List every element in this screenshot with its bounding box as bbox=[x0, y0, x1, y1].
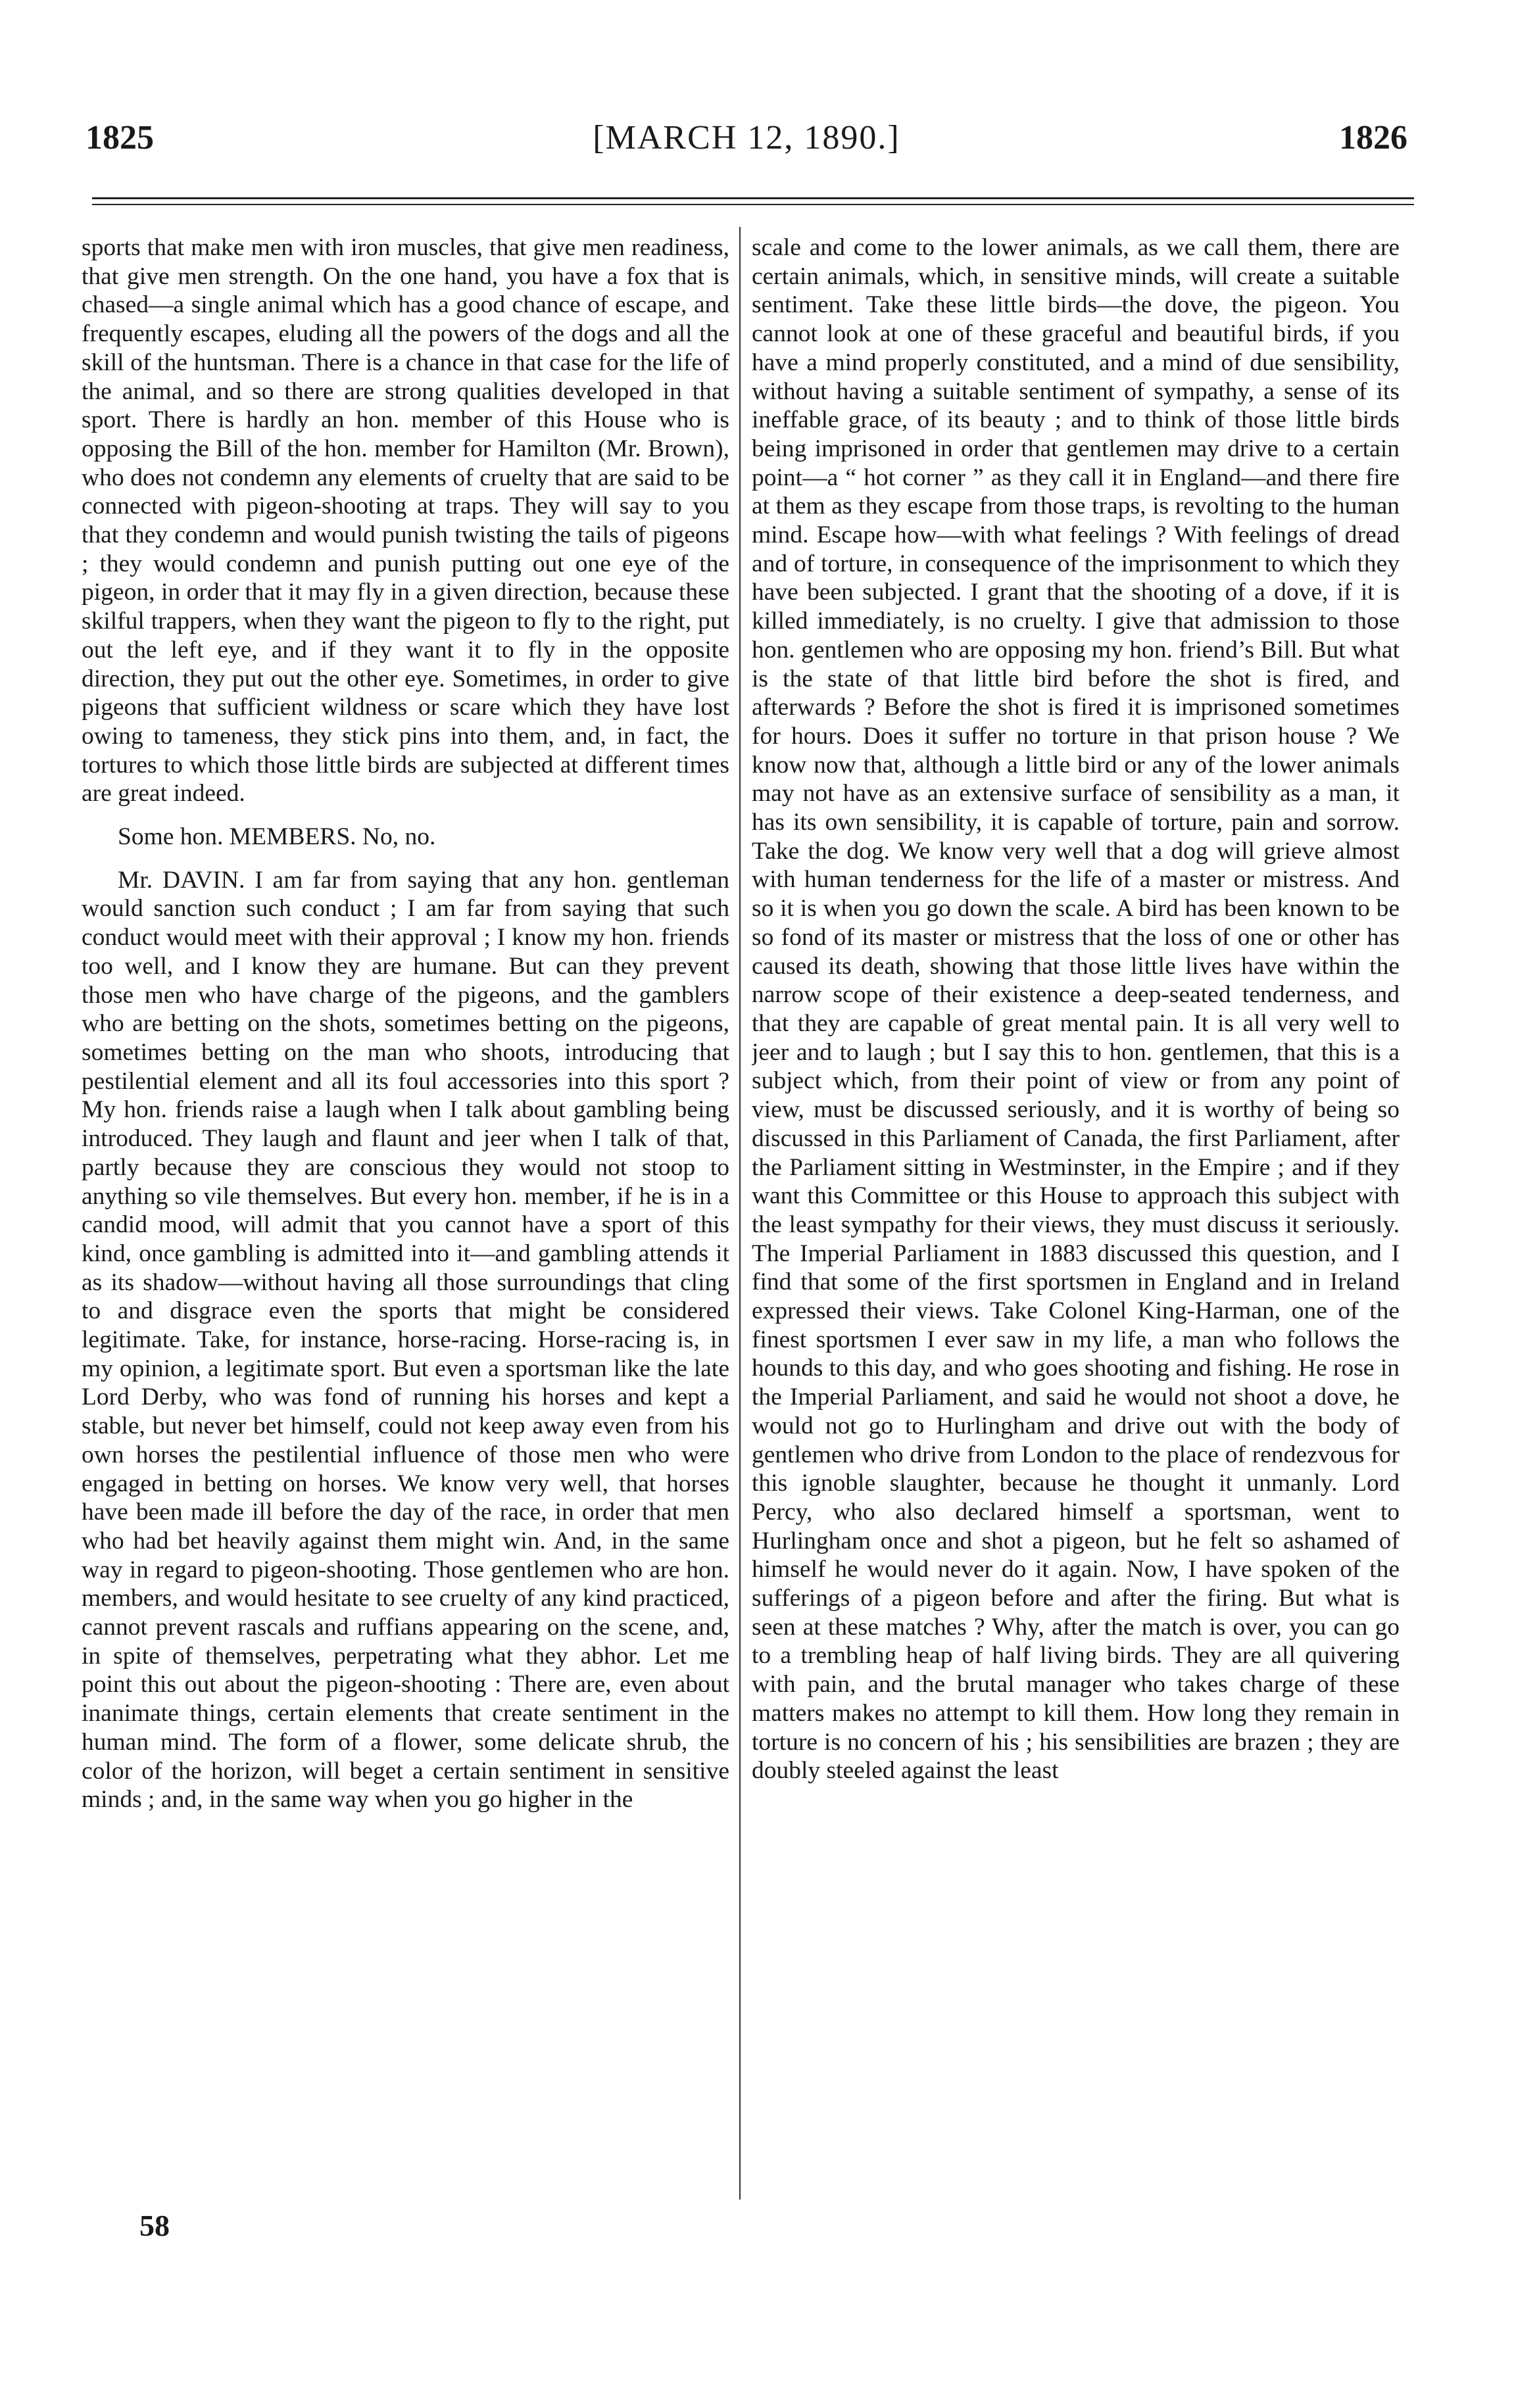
members-interjection: Some hon. MEMBERS. No, no. bbox=[118, 823, 436, 851]
left-column bbox=[82, 233, 729, 2206]
footer-page-number: 58 bbox=[139, 2209, 170, 2242]
column-divider bbox=[739, 227, 741, 2200]
right-column bbox=[752, 233, 1400, 2206]
page-header bbox=[85, 118, 1407, 178]
header-rule-bottom bbox=[92, 204, 1414, 205]
left-paragraph-1: sports that make men with iron muscles, that give men readiness, that give men strength. On the one hand, you have a fox that is chased—a single animal which has a good chance of escape, and frequently escapes, eluding all the powers of the dogs and all the skill of the huntsman. There is a chance in that case for the life of the animal, and so there are strong qualities developed in that sport. There is hardly an hon. member of this House who is opposing the Bill of the hon. member for Hamilton (Mr. Brown), who does not condemn any elements of cruelty that are said to be connected with pigeon-shooting at traps. They will say to you that they condemn and would punish twisting the tails of pigeons ; they would condemn and punish putting out one eye of the pigeon, in order that it may fly in a given direction, because these skilful trappers, when they want the pigeon to fly to the right, put out the left eye, and if they want it to fly in the opposite direction, they put out the other eye. Sometimes, in order to give pigeons that sufficient wildness or scare which they have lost owing to tameness, they stick pins into them, and, in fact, the tortures to which those little birds are subjected at different times are great indeed. bbox=[82, 234, 729, 807]
header-rule-top bbox=[92, 197, 1414, 199]
davin-speech: Mr. DAVIN. I am far from saying that any hon. gentleman would sanction such conduct ; I am far from saying that such conduct would meet with their approval ; I know my hon. friends too well, and I know they are humane. But can they prevent those men who have charge of the pigeons, and the gamblers who are betting on the shots, sometimes betting on the pigeons, sometimes betting on the man who shoots, introducing that pestilential element and all its foul accessories into this sport ? My hon. friends raise a laugh when I talk about gambling being introduced. They laugh and flaunt and jeer when I talk of that, partly because they are conscious they would not stoop to anything so vile themselves. But every hon. member, if he is in a candid mood, will admit that you cannot have a sport of this kind, once gambling is admitted into it—and gambling attends it as its shadow—without having all those surroundings that cling to and disgrace even the sports that might be considered legitimate. Take, for instance, horse-racing. Horse-racing is, in my opinion, a legitimate sport. But even a sportsman like the late Lord Derby, who was fond of running his horses and kept a stable, but never bet himself, could not keep away even from his own horses the pestilential influence of those men who were engaged in betting on horses. We know very well, that horses have been made ill before the day of the race, in order that men who had bet heavily against them might win. And, in the same way in regard to pigeon-shooting. Those gentlemen who are hon. members, and would hesitate to see cruelty of any kind practiced, cannot prevent rascals and ruffians appearing on the scene, and, in spite of themselves, perpetrating what they abhor. Let me point this out about the pigeon-shooting : There are, even about inanimate things, certain elements that create sentiment in the human mind. The form of a flower, some delicate shrub, the color of the horizon, will beget a certain sentiment in sensitive minds ; and, in the same way when you go higher in the bbox=[82, 866, 729, 1814]
header-date: [MARCH 12, 1890.] bbox=[593, 119, 900, 157]
left-page-number: 1825 bbox=[85, 119, 154, 157]
right-page-number: 1826 bbox=[1339, 119, 1407, 157]
right-paragraph-1: scale and come to the lower animals, as we call them, there are certain animals, which, in sensitive minds, will create a suitable sentiment. Take these little birds—the dove, the pigeon. You cannot look at one of these graceful and beautiful birds, if you have a mind properly constituted, and a mind of due sensibility, without having a suitable sentiment of sympathy, a sense of its ineffable grace, of its beauty ; and to think of those little birds being imprisoned in order that gentlemen may drive to a certain point—a “ hot corner ” as they call it in England—and there fire at them as they escape from those traps, is revolting to the human mind. Escape how—with what feelings ? With feelings of dread and of torture, in consequence of the imprisonment to which they have been subjected. I grant that the shooting of a dove, if it is killed immediately, is no cruelty. I give that admission to those hon. gentlemen who are opposing my hon. friend’s Bill. But what is the state of that little bird before the shot is fired, and afterwards ? Before the shot is fired it is imprisoned sometimes for hours. Does it suffer no torture in that prison house ? We know now that, although a little bird or any of the lower animals may not have as an extensive surface of sensibility as a man, it has its own sensibility, it is capable of torture, pain and sorrow. Take the dog. We know very well that a dog will grieve almost with human tenderness for the life of a master or mistress. And so it is when you go down the scale. A bird has been known to be so fond of its master or mistress that the loss of one or other has caused its death, showing that those little lives have within the narrow scope of their existence a deep-seated tenderness, and that they are capable of great mental pain. It is all very well to jeer and to laugh ; but I say this to hon. gentlemen, that this is a subject which, from their point of view or from any point of view, must be discussed seriously, and it is worthy of being so discussed in this Parliament of Canada, the first Parliament, after the Parliament sitting in Westminster, in the Empire ; and if they want this Committee or this House to approach this subject with the least sympathy for their views, they must discuss it seriously. The Imperial Parliament in 1883 discussed this question, and I find that some of the first sportsmen in England and in Ireland expressed their views. Take Colonel King-Harman, one of the finest sportsmen I ever saw in my life, a man who follows the hounds to this day, and who goes shooting and fishing. He rose in the Imperial Parliament, and said he would not shoot a dove, he would not go to Hurlingham and drive out with the body of gentlemen who drive from London to the place of rendezvous for this ignoble slaughter, because he thought it unmanly. Lord Percy, who also declared himself a sportsman, went to Hurlingham once and shot a pigeon, but he felt so ashamed of himself he would never do it again. Now, I have spoken of the sufferings of a pigeon before and after the firing. But what is seen at these matches ? Why, after the match is over, you can go to a trembling heap of half living birds. They are all quivering with pain, and the brutal manager who takes charge of these matters makes no attempt to kill them. How long they remain in torture is no concern of his ; his sensibilities are brazen ; they are doubly steeled against the least bbox=[752, 234, 1400, 1785]
